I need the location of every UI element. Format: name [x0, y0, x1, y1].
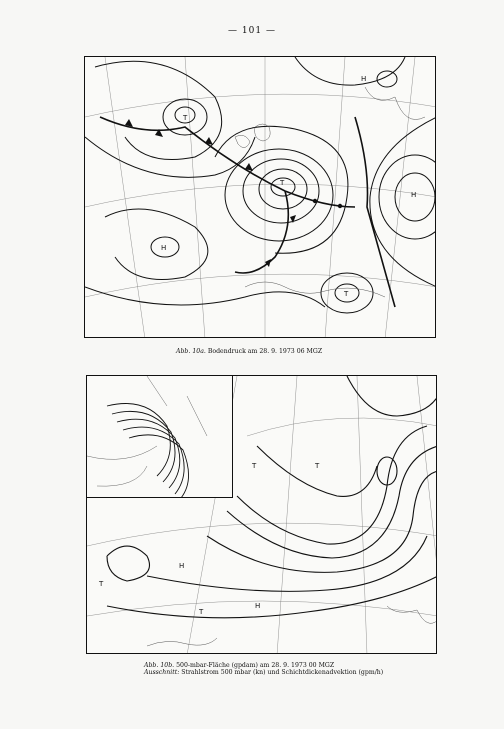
pressure-label: T	[99, 580, 104, 588]
caption-text: Strahlstrom 500 mbar (kn) und Schichtdickenadvektion (gpm/h)	[181, 669, 384, 677]
jet-stream-inset	[87, 376, 233, 498]
caption-line-1	[144, 662, 383, 669]
pressure-label: H	[411, 191, 417, 199]
pressure-label: H	[179, 562, 185, 570]
upper-air-map	[86, 375, 437, 654]
caption-text: Bodendruck am 28. 9. 1973 06 MGZ	[207, 348, 323, 355]
surface-pressure-map	[84, 56, 436, 338]
caption-label: Abb. 10b.	[144, 662, 175, 669]
surface-pressure-map-graphic	[85, 57, 436, 338]
pressure-label: H	[361, 75, 367, 83]
pressure-label: T	[344, 290, 349, 298]
pressure-label: T	[315, 462, 320, 470]
pressure-label: T	[280, 179, 285, 187]
pressure-label: T	[252, 462, 257, 470]
page-number: — 101 —	[228, 26, 276, 36]
figure-caption-b	[144, 662, 383, 676]
jet-stream-inset-graphic	[87, 376, 233, 498]
pressure-label: H	[161, 244, 167, 252]
caption-label: Abb. 10a.	[176, 348, 206, 355]
caption-label: Ausschnitt:	[144, 669, 180, 677]
pressure-label: H	[255, 602, 261, 610]
caption-text: 500-mbar-Fläche (gpdam) am 28. 9. 1973 00 MGZ	[176, 662, 335, 669]
pressure-label: T	[183, 114, 188, 122]
figure-caption-a	[176, 348, 322, 355]
pressure-label: T	[199, 608, 204, 616]
caption-line-2	[144, 669, 383, 676]
